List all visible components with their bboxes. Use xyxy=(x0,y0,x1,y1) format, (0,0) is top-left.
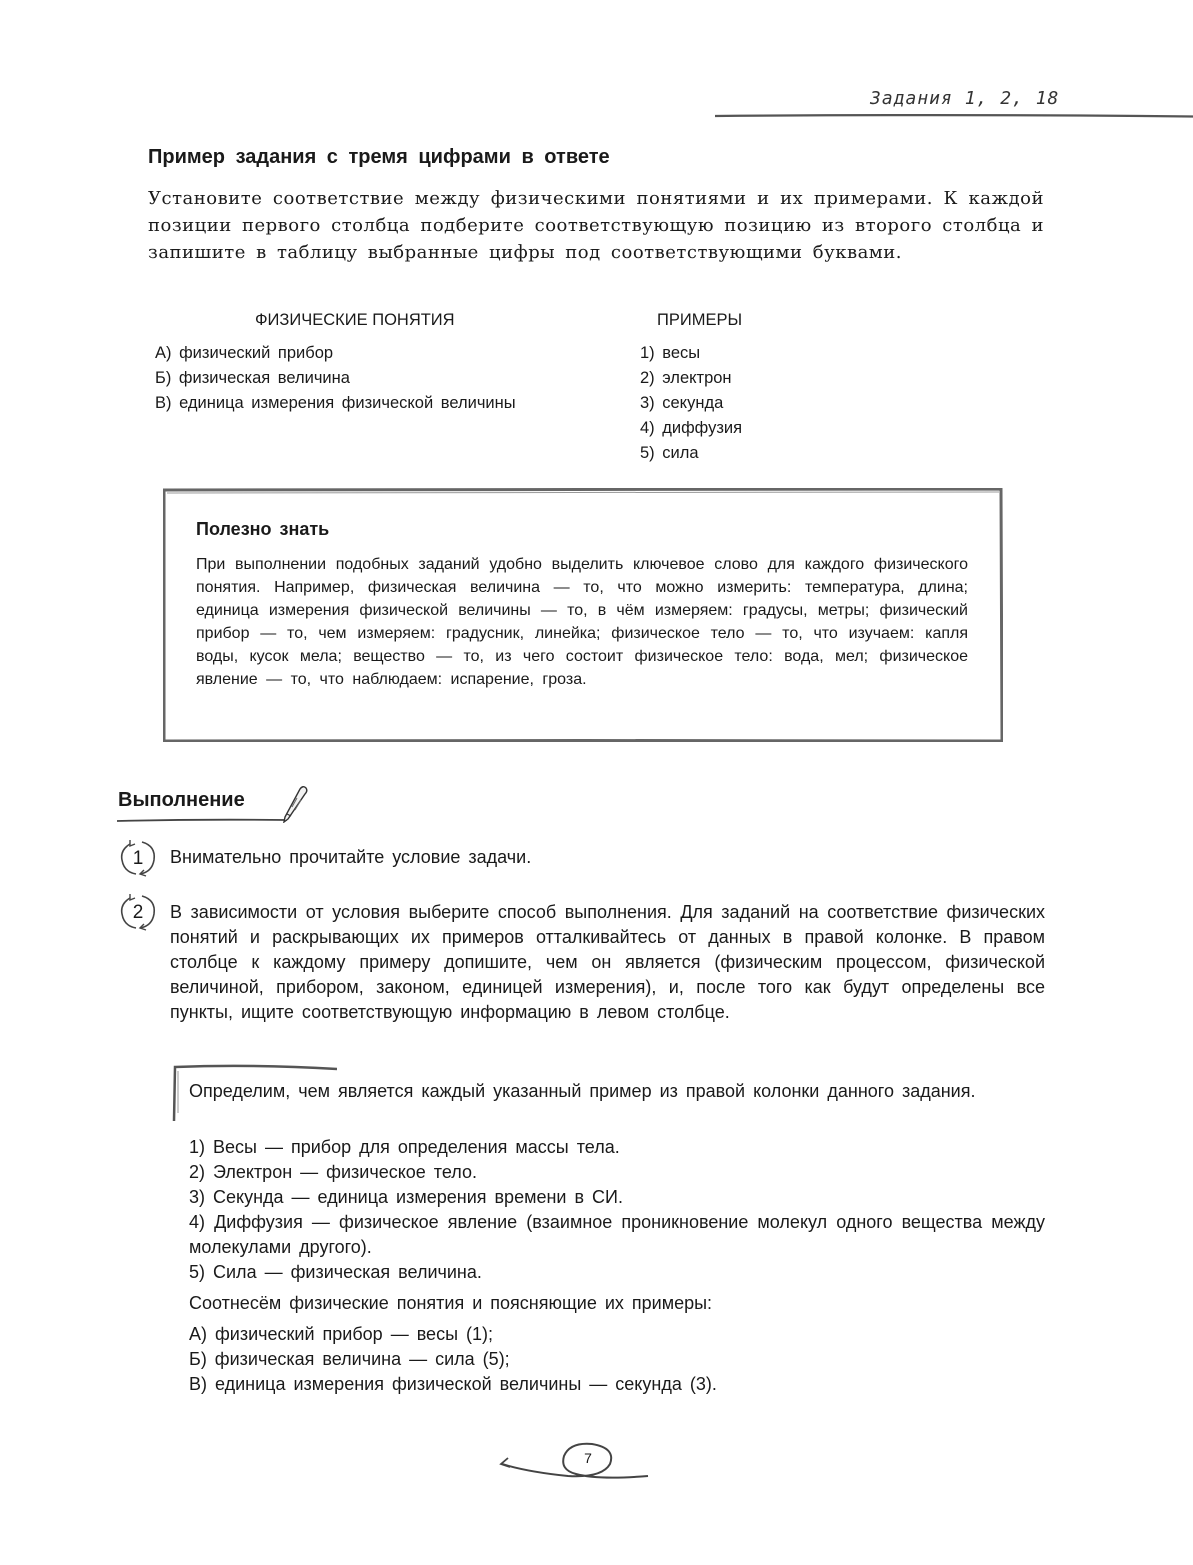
step-number-badge xyxy=(116,836,160,880)
list-item: 3) секунда xyxy=(640,394,724,412)
list-item: 2) электрон xyxy=(640,369,732,387)
step-number-badge xyxy=(116,890,160,934)
definitions-list xyxy=(189,1135,1045,1285)
list-item: 5) сила xyxy=(640,444,699,462)
section-underline xyxy=(117,816,287,824)
list-item: 5) Сила — физическая величина. xyxy=(189,1262,482,1282)
list-item: А) физический прибор xyxy=(155,344,334,362)
list-item: А) физический прибор — весы (1); xyxy=(189,1324,494,1344)
pencil-icon xyxy=(280,783,310,823)
tip-title: Полезно знать xyxy=(196,519,330,539)
examples-list xyxy=(640,341,742,466)
list-item: Б) физическая величина xyxy=(155,369,350,387)
list-item: 1) весы xyxy=(640,344,701,362)
list-item: В) единица измерения физической величины xyxy=(155,394,516,412)
step-1-text: Внимательно прочитайте условие задачи. xyxy=(170,847,532,867)
header-rule xyxy=(715,114,1193,118)
tip-text: При выполнении подобных заданий удобно выделить ключевое слово для каждого физического понятия. Например, физическая величина — то, что можно измерить: температура, длина; единица измерения физической величины — то, в чём измеряем: градусы, метры; физический прибор — то, чем измеряем: градусник, линейка; физическое тело — то, что изучаем: капля воды, кусок мела; вещество — то, из чего состоит физическое тело: вода, мел; физическое явление — то, что наблюдаем: испарение, гроза. xyxy=(196,556,968,688)
example-title: Пример задания с тремя цифрами в ответе xyxy=(148,146,610,168)
step-2-text: В зависимости от условия выберите способ выполнения. Для заданий на соответствие физических понятий и раскрывающих их примеров отталкивайтесь от данных в правой колонке. В правом столбце к каждому примеру допишите, чем он является (физическим процессом, физической величиной, прибором, законом, единицей измерения), и, после того как будут определены все пункты, ищите соответствующую информацию в левом столбце. xyxy=(170,902,1045,1022)
list-item: 4) диффузия xyxy=(640,419,743,437)
list-item: 3) Секунда — единица измерения времени в СИ. xyxy=(189,1187,623,1207)
concepts-list xyxy=(155,341,516,416)
section-title: Выполнение xyxy=(118,789,245,811)
match-intro: Соотнесём физические понятия и поясняющие их примеры: xyxy=(189,1293,713,1313)
solution-intro: Определим, чем является каждый указанный пример из правой колонки данного задания. xyxy=(189,1081,976,1101)
matches-list xyxy=(189,1322,717,1397)
list-item: 4) Диффузия — физическое явление (взаимное проникновение молекул одного вещества между молекулами другого). xyxy=(189,1212,1045,1257)
examples-column-header: ПРИМЕРЫ xyxy=(657,311,743,329)
concepts-column-header: ФИЗИЧЕСКИЕ ПОНЯТИЯ xyxy=(255,311,455,329)
running-header: Задания 1, 2, 18 xyxy=(870,88,1060,109)
step-number: 2 xyxy=(132,902,144,923)
step-number: 1 xyxy=(132,848,144,869)
task-statement: Установите соответствие между физическими понятиями и их примерами. К каждой позиции первого столбца подберите соответствующую позицию из второго столбца и запишите в таблицу выбранные цифры под соответствующими буквами. xyxy=(148,188,1044,263)
list-item: В) единица измерения физической величины — секунда (3). xyxy=(189,1374,717,1394)
page-number: 7 xyxy=(584,1450,592,1466)
list-item: 1) Весы — прибор для определения массы тела. xyxy=(189,1137,620,1157)
list-item: Б) физическая величина — сила (5); xyxy=(189,1349,510,1369)
list-item: 2) Электрон — физическое тело. xyxy=(189,1162,477,1182)
